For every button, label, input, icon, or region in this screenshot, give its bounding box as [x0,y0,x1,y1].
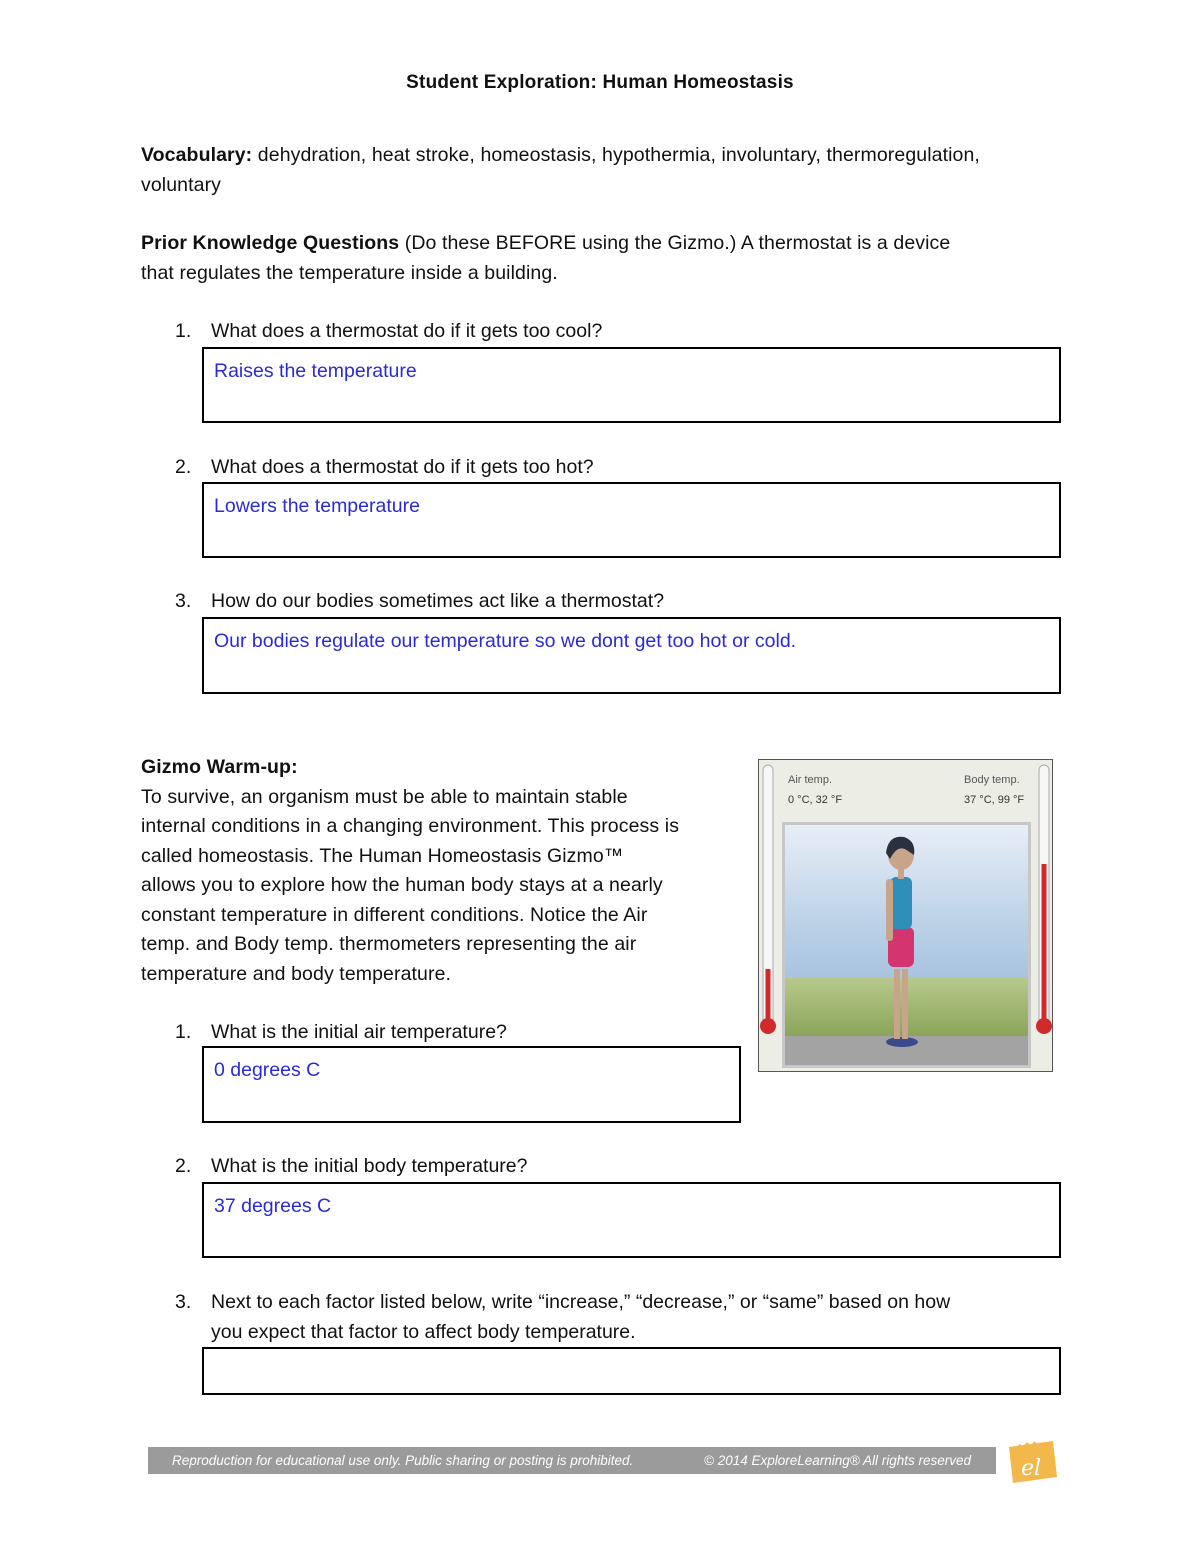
warmup-label: Gizmo Warm-up: [141,756,298,778]
answer-text: 0 degrees C [214,1059,321,1081]
warmup-line: called homeostasis. The Human Homeostasis Gizmo™ [141,844,624,867]
warmup-line: internal conditions in a changing environment. This process is [141,815,680,837]
question-text: How do our bodies sometimes act like a thermostat? [211,590,665,612]
body-temp-label: Body temp. [964,774,1020,786]
question-number: 2. [175,456,192,478]
question-text-line: you expect that factor to affect body temperature. [211,1320,636,1343]
prior-knowledge-text: (Do these BEFORE using the Gizmo.) A thermostat is a device [399,232,951,254]
explorelearning-logo-icon [1001,1437,1061,1487]
footer-bar [148,1447,996,1474]
question-text: What is the initial body temperature? [211,1155,528,1177]
question-text: What is the initial air temperature? [211,1021,507,1043]
footer-notice: Reproduction for educational use only. Public sharing or posting is prohibited. [172,1453,634,1468]
answer-text: 37 degrees C [214,1195,332,1217]
question-number: 1. [175,320,192,342]
warmup-line: allows you to explore how the human body stays at a nearly [141,874,663,896]
question-text-line: Next to each factor listed below, write “increase,” “decrease,” or “same” based on how [211,1291,951,1313]
answer-box[interactable] [202,1182,1061,1258]
answer-text: Our bodies regulate our temperature so we dont get too hot or cold. [214,630,797,652]
question-text [211,1288,1071,1347]
question-number: 3. [175,590,192,612]
answer-box[interactable] [202,347,1061,423]
body-temp-value: 37 °C, 99 °F [964,794,1025,806]
warmup-paragraph [141,753,741,989]
answer-box[interactable] [202,617,1061,694]
prior-knowledge-intro [141,229,950,288]
logo-text: el [1021,1456,1042,1481]
footer-copyright: © 2014 ExploreLearning® All rights reserved [704,1453,972,1468]
warmup-line: To survive, an organism must be able to maintain stable [141,785,628,808]
question-text: What does a thermostat do if it gets too hot? [211,456,594,478]
vocabulary-terms: dehydration, heat stroke, homeostasis, hypothermia, involuntary, thermoregulation, [252,144,980,166]
gizmo-screenshot [758,759,1053,1072]
question-number: 1. [175,1021,192,1043]
vocabulary-terms-cont: voluntary [141,173,222,196]
answer-box[interactable] [202,1046,741,1123]
page-title: Student Exploration: Human Homeostasis [406,72,794,93]
prior-knowledge-label: Prior Knowledge Questions [141,232,400,254]
warmup-line: constant temperature in different conditions. Notice the Air [141,903,648,926]
question-text: What does a thermostat do if it gets too cool? [211,320,603,342]
answer-text: Raises the temperature [214,360,417,382]
answer-box[interactable] [202,482,1061,558]
prior-knowledge-text-cont: that regulates the temperature inside a building. [141,261,558,284]
warmup-line: temp. and Body temp. thermometers representing the air [141,933,637,955]
air-temp-label: Air temp. [788,774,833,786]
answer-text: Lowers the temperature [214,495,420,517]
question-number: 3. [175,1291,192,1313]
vocabulary-label: Vocabulary: [141,144,253,166]
answer-box[interactable] [202,1347,1061,1395]
vocabulary-paragraph [141,141,980,200]
question-number: 2. [175,1155,192,1177]
warmup-line: temperature and body temperature. [141,962,452,985]
air-temp-value: 0 °C, 32 °F [788,794,843,806]
